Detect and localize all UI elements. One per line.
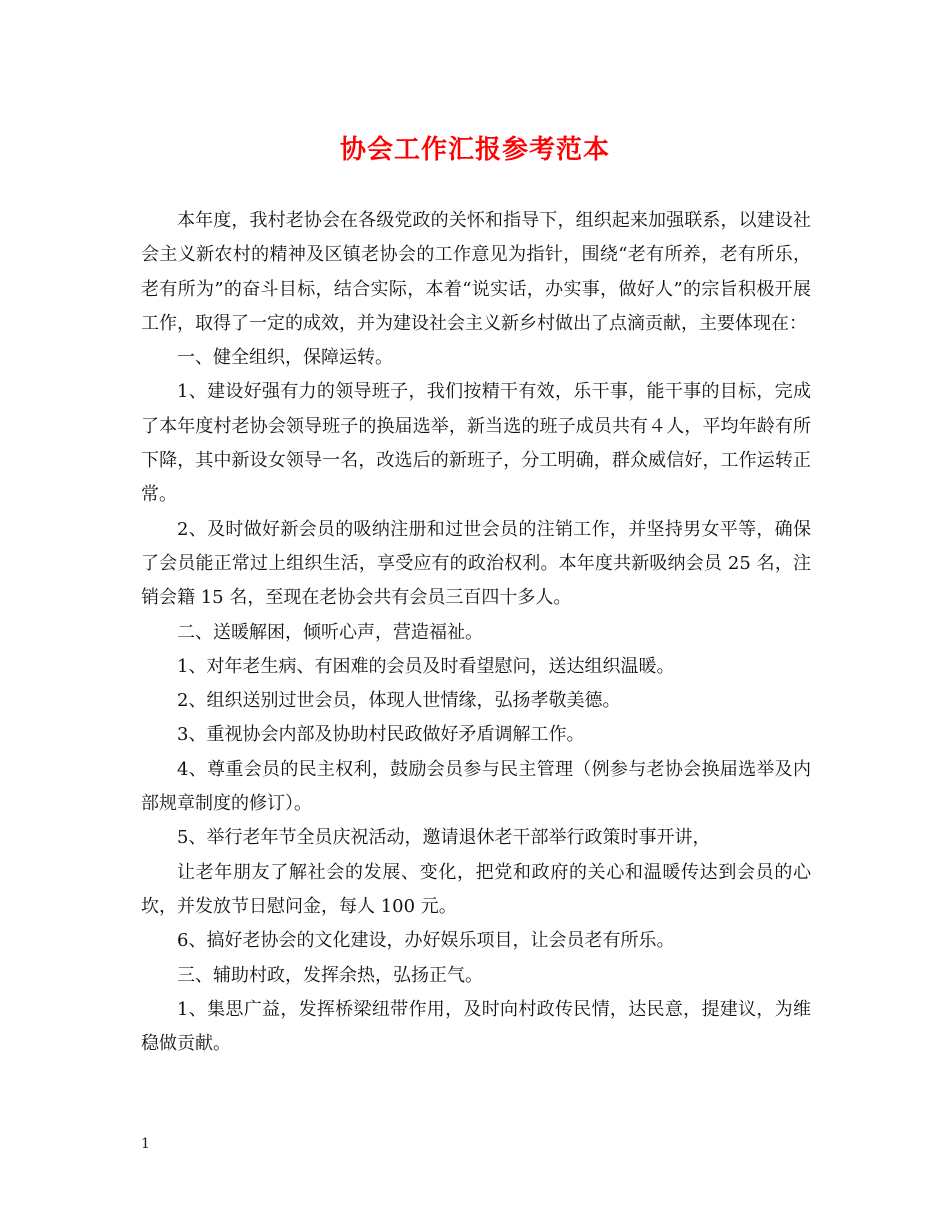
paragraph-2-3: 3、重视协会内部及协助村民政做好矛盾调解工作。 bbox=[177, 724, 585, 746]
paragraph-1-1: 1、建设好强有力的领导班子，我们按精干有效，乐干事，能干事的目标，完成了本年度村老协会领导班子的换届选举，新当选的班子成员共有４人，平均年龄有所下降，其中新设女领导一名，改选后的新班子，分工明确，群众威信好，工作运转正常。 bbox=[141, 381, 811, 506]
page-number: 1 bbox=[141, 1136, 150, 1152]
paragraph-intro: 本年度，我村老协会在各级党政的关怀和指导下，组织起来加强联系，以建设社会主义新农村的精神及区镇老协会的工作意见为指针，围绕“老有所养，老有所乐，老有所为”的奋斗目标，结合实际，本着“说实话，办实事，做好人”的宗旨积极开展工作，取得了一定的成效，并为建设社会主义新乡村做出了点滴贡献，主要体现在： bbox=[141, 210, 811, 334]
document-title: 协会工作汇报参考范本 bbox=[339, 135, 610, 165]
paragraph-1-2: 2、及时做好新会员的吸纳注册和过世会员的注销工作，并坚持男女平等，确保了会员能正常过上组织生活，享受应有的政治权利。本年度共新吸纳会员 25 名，注销会籍 15 名，至现在老协会共有会员三百四十多人。 bbox=[141, 518, 811, 609]
paragraph-2-4: 4、尊重会员的民主权利，鼓励会员参与民主管理（例参与老协会换届选举及内部规章制度的修订）。 bbox=[141, 758, 811, 815]
paragraph-2-5-cont: 让老年朋友了解社会的发展、变化，把党和政府的关心和温暖传达到会员的心坎，并发放节日慰问金，每人 100 元。 bbox=[141, 861, 811, 917]
section-heading-3: 三、辅助村政，发挥余热，弘扬正气。 bbox=[177, 964, 483, 986]
section-heading-2: 二、送暖解困，倾听心声，营造福祉。 bbox=[177, 621, 483, 643]
paragraph-2-1: 1、对年老生病、有困难的会员及时看望慰问，送达组织温暖。 bbox=[177, 655, 675, 677]
paragraph-3-1: 1、集思广益，发挥桥梁纽带作用，及时向村政传民情，达民意，提建议，为维稳做贡献。 bbox=[141, 998, 811, 1055]
document-body bbox=[141, 204, 811, 1061]
section-heading-1: 一、健全组织，保障运转。 bbox=[177, 347, 393, 369]
paragraph-2-6: 6、搞好老协会的文化建设，办好娱乐项目，让会员老有所乐。 bbox=[177, 930, 675, 952]
paragraph-2-2: 2、组织送别过世会员，体现人世情缘，弘扬孝敬美德。 bbox=[177, 690, 621, 712]
paragraph-2-5: 5、举行老年节全员庆祝活动，邀请退休老干部举行政策时事开讲， bbox=[177, 827, 711, 849]
